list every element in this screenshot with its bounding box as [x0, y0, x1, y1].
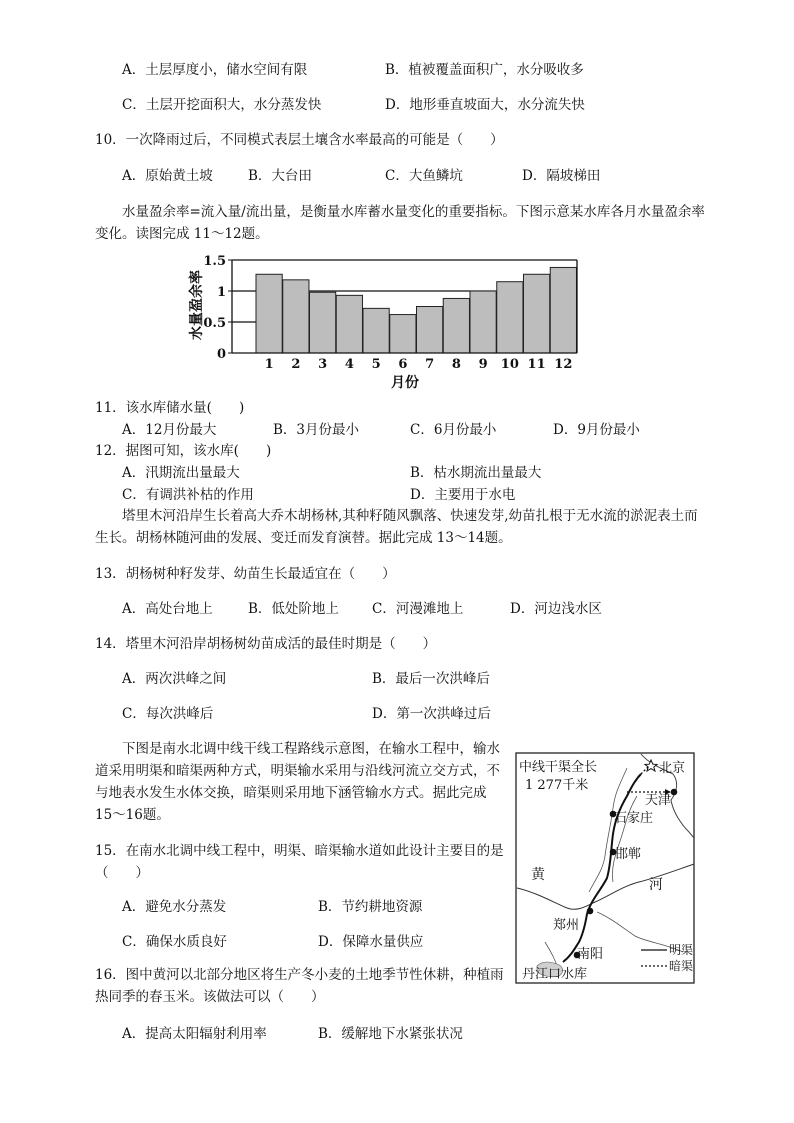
- water-surplus-bar-chart: [180, 250, 600, 395]
- q16-option-a: A．提高太阳辐射利用率: [122, 1026, 267, 1042]
- chart-ylabel: 水量盈余率: [189, 270, 205, 340]
- q14-option-c: C．每次洪峰后: [122, 706, 214, 722]
- q10-option-b: B．大台田: [248, 168, 312, 184]
- label-reservoir: 丹江口水库: [522, 967, 588, 982]
- q10-option-a: A．原始黄土坡: [122, 168, 213, 184]
- chart-bar: [390, 315, 416, 353]
- chart-bar: [363, 308, 389, 353]
- chart-ytick-label: 1: [216, 285, 226, 300]
- chart-bar: [283, 280, 309, 353]
- label-he: 河: [649, 877, 663, 893]
- chart-xtick-label: 3: [318, 357, 328, 372]
- q10-option-d: D．隔坡梯田: [522, 168, 601, 184]
- q11-option-b: B．3月份最小: [273, 422, 360, 438]
- chart-bar: [417, 307, 443, 354]
- chart-xtick-label: 8: [451, 357, 461, 372]
- q15-stem: 15．在南水北调中线工程中，明渠、暗渠输水道如此设计主要目的是（ ）: [95, 843, 504, 881]
- q14-stem: 14．塔里木河沿岸胡杨树幼苗成活的最佳时期是（ ）: [95, 636, 437, 652]
- legend-open-label: 明渠: [669, 943, 694, 957]
- q9-option-d: D．地形垂直坡面大，水分流失快: [385, 97, 585, 113]
- q15-option-d: D．保障水量供应: [318, 934, 424, 950]
- q11-stem: 11．该水库储水量( ): [95, 400, 245, 416]
- chart-ytick-label: 1.5: [203, 254, 226, 269]
- intro-15-16: 下图是南水北调中线干线工程路线示意图，在输水工程中，输水道采用明渠和暗渠两种方式，明渠输水采用与沿线河流立交方式，不与地表水发生水体交换，暗渠则采用地下涵管输水方式。据此完成 15～16题。: [95, 741, 500, 823]
- q13-stem: 13．胡杨树种籽发芽、幼苗生长最适宜在（ ）: [95, 566, 396, 582]
- chart-bar: [443, 298, 469, 353]
- map-title-line1: 中线干渠全长: [519, 760, 598, 775]
- label-nanyang: 南阳: [577, 947, 604, 962]
- q15-option-c: C．确保水质良好: [122, 934, 227, 950]
- q14-option-d: D．第一次洪峰过后: [372, 706, 491, 722]
- q16-stem: 16．图中黄河以北部分地区将生产冬小麦的土地季节性休耕，种植雨热同季的春玉米。该做法可以（ ）: [95, 967, 504, 1005]
- chart-bar: [336, 295, 362, 353]
- q11-option-c: C．6月份最小: [410, 422, 497, 438]
- intro-11-12: 水量盈余率=流入量/流出量，是衡量水库蓄水量变化的重要指标。下图示意某水库各月水量盈余率变化。读图完成 11～12题。: [95, 204, 705, 242]
- q10-stem: 10．一次降雨过后，不同模式表层土壤含水率最高的可能是（ ）: [95, 132, 504, 148]
- q11-option-a: A．12月份最大: [122, 422, 217, 438]
- chart-xtick-label: 5: [371, 357, 381, 372]
- q16-option-b: B．缓解地下水紧张状况: [318, 1026, 463, 1042]
- q14-option-b: B．最后一次洪峰后: [372, 671, 490, 687]
- label-beijing: 北京: [659, 761, 686, 776]
- chart-xtick-label: 4: [344, 357, 354, 372]
- chart-bar: [497, 282, 523, 353]
- q13-option-c: C．河漫滩地上: [372, 601, 464, 617]
- q9-option-c: C．土层开挖面积大，水分蒸发快: [122, 97, 322, 113]
- label-handan: 邯郸: [615, 847, 642, 862]
- label-huang: 黄: [531, 867, 545, 883]
- chart-xtick-label: 12: [554, 357, 573, 372]
- zhengzhou-dot: [587, 908, 594, 915]
- q12-option-d: D．主要用于水电: [410, 487, 516, 503]
- q13-option-b: B．低处阶地上: [248, 601, 339, 617]
- chart-xlabel: 月份: [391, 375, 419, 391]
- chart-bar: [256, 274, 282, 353]
- tianjin-dot: [671, 789, 678, 796]
- q12-stem: 12．据图可知，该水库( ): [95, 443, 272, 459]
- chart-xtick-label: 11: [527, 357, 546, 372]
- chart-xtick-label: 1: [264, 357, 274, 372]
- chart-ytick-label: 0: [216, 347, 226, 362]
- chart-xtick-label: 7: [425, 357, 435, 372]
- q9-option-a: A．土层厚度小，储水空间有限: [122, 62, 308, 78]
- water-diversion-route-map: [515, 752, 695, 984]
- chart-ytick-label: 0.5: [203, 316, 226, 331]
- q14-option-a: A．两次洪峰之间: [122, 671, 227, 687]
- intro-13-14: 塔里木河沿岸生长着高大乔木胡杨林,其种籽随风飘落、快速发芽,幼苗扎根于无水流的淤泥表土而生长。胡杨林随河曲的发展、变迁而发育演替。据此完成 13～14题。: [95, 508, 698, 546]
- chart-xtick-label: 9: [478, 357, 488, 372]
- q15-option-b: B．节约耕地资源: [318, 899, 423, 915]
- chart-bar: [470, 291, 496, 353]
- q12-option-a: A．汛期流出量最大: [122, 465, 240, 481]
- legend-hidden-label: 暗渠: [669, 959, 694, 973]
- chart-xtick-label: 10: [500, 357, 519, 372]
- q13-option-a: A．高处台地上: [122, 601, 213, 617]
- q10-option-c: C．大鱼鳞坑: [385, 168, 463, 184]
- q12-option-b: B．枯水期流出量最大: [410, 465, 542, 481]
- label-zhengzhou: 郑州: [553, 918, 580, 933]
- chart-xtick-label: 6: [398, 357, 408, 372]
- chart-xtick-label: 2: [291, 357, 301, 372]
- chart-bar: [550, 267, 576, 353]
- q13-option-d: D．河边浅水区: [510, 601, 602, 617]
- chart-bar: [310, 292, 336, 353]
- q12-option-c: C．有调洪补枯的作用: [122, 487, 254, 503]
- q15-option-a: A．避免水分蒸发: [122, 899, 227, 915]
- label-shijiazhuang: 石家庄: [614, 811, 654, 826]
- q9-option-b: B．植被覆盖面积广，水分吸收多: [385, 62, 584, 78]
- label-tianjin: 天津: [645, 793, 672, 808]
- q11-option-d: D．9月份最小: [553, 422, 640, 438]
- chart-bar: [524, 274, 550, 353]
- map-title-line2: 1 277千米: [525, 778, 589, 793]
